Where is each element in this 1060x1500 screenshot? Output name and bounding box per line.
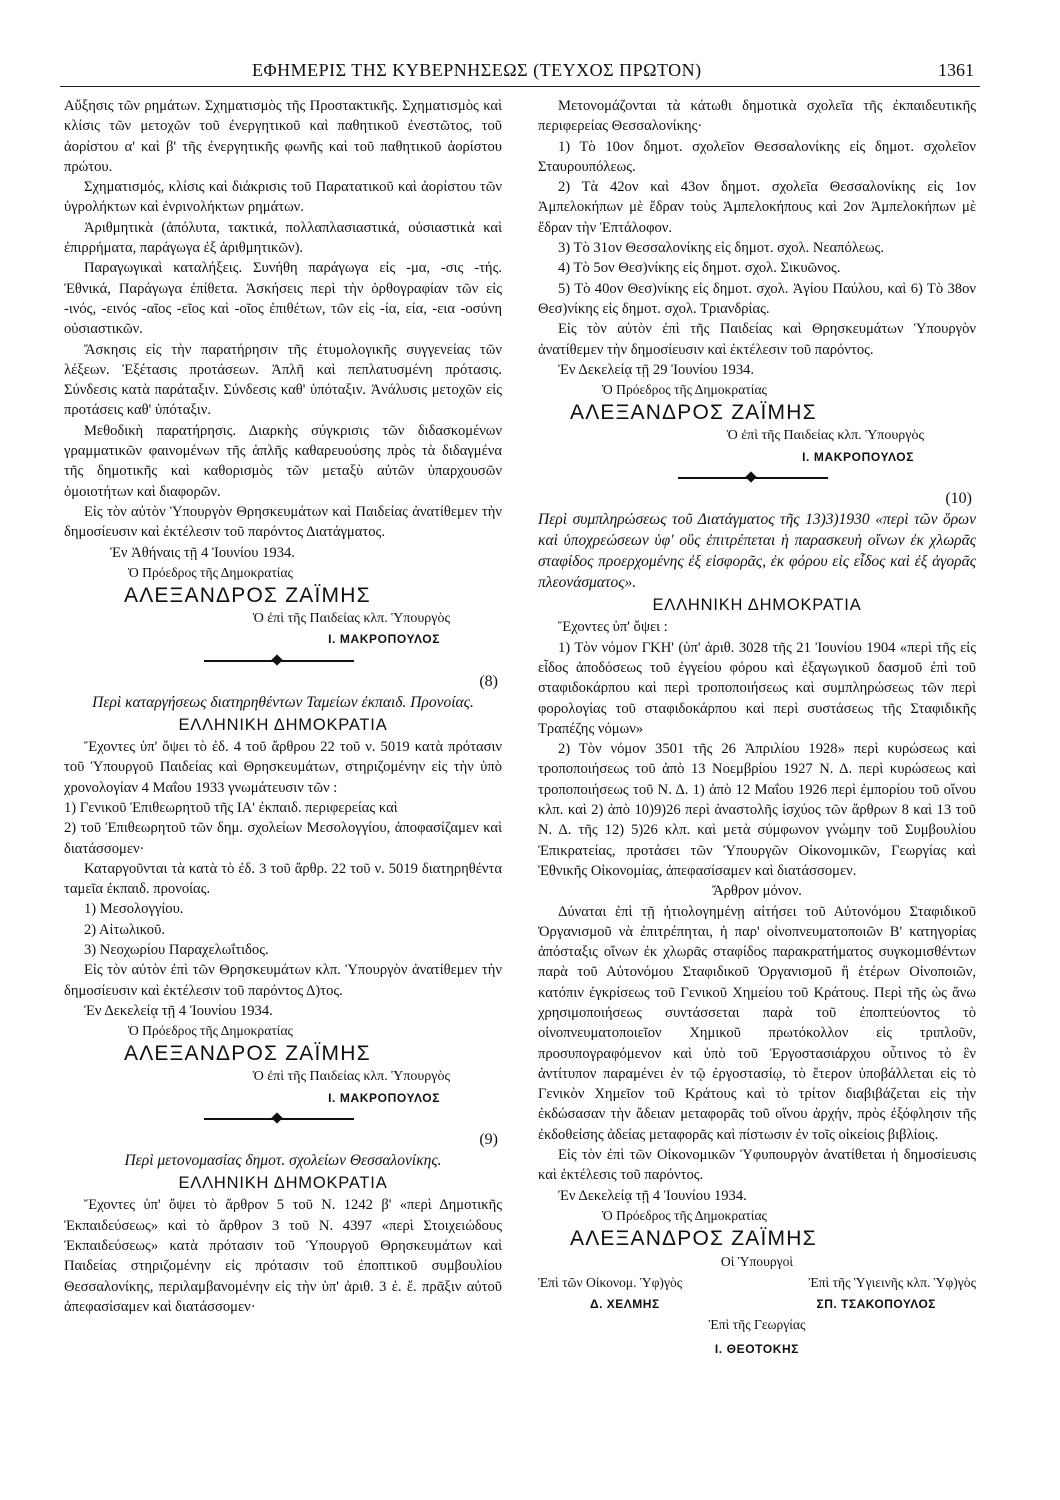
article-heading: Ἄρθρον μόνον. — [712, 883, 802, 900]
minister-role: Ὁ ἐπὶ τῆς Παιδείας κλπ. Ὑπουργὸς — [252, 1069, 450, 1085]
ministers-label: Οἱ Ὑπουργοὶ — [720, 1254, 794, 1270]
section-divider — [538, 467, 976, 489]
minister-name: ΣΠ. ΤΣΑΚΟΠΟΥΛΟΣ — [816, 1296, 936, 1311]
signing-date: Ἐν Δεκελείᾳ τῇ 4 Ἰουνίου 1934. — [558, 1187, 747, 1204]
minister-name: Δ. ΧΕΛΜΗΣ — [590, 1296, 660, 1311]
section-divider — [64, 1108, 502, 1130]
list-item: 1) Γενικοῦ Ἐπιθεωρητοῦ τῆς ΙΑ' ἐκπαιδ. περιφερείας καὶ — [64, 799, 398, 816]
minister-name: Ι. ΜΑΚΡΟΠΟΥΛΟΣ — [328, 632, 440, 647]
list-item: 2) τοῦ Ἐπιθεωρητοῦ τῶν δημ. σχολείων Μεσολογγίου, ἀποφασίζαμεν καὶ διατάσσομεν· — [64, 820, 502, 857]
minister-role: Ἐπὶ τῆς Ὑγιεινῆς κλπ. Ὑφ)γὸς — [808, 1274, 976, 1290]
paragraph: Παραγωγικαὶ καταλήξεις. Συνήθη παράγωγα εἰς -μα, -σις -τής. Ἐθνικά, Παράγωγα ἐπίθετα. Ἀσκήσεις περὶ τὴν ὀρθογραφίαν τῶν εἰς -ινός, -εινός -αῖος -εῖος καὶ -οῖος ἐπιθέτων, τῶν εἰς -ία, εία, -εια -οσύνη οὐσιαστικῶν. — [64, 260, 502, 338]
section-divider — [64, 650, 502, 672]
president-name: ΑΛΕΞΑΝΔΡΟΣ ΖΑΪΜΗΣ — [570, 401, 817, 425]
paragraph: Ἔχοντες ὑπ' ὄψει : — [558, 619, 668, 636]
president-name: ΑΛΕΞΑΝΔΡΟΣ ΖΑΪΜΗΣ — [124, 1042, 371, 1066]
list-item: 2) Αἰτωλικοῦ. — [84, 921, 165, 938]
paragraph: Ἔχοντες ὑπ' ὄψει τὸ ἄρθρον 5 τοῦ Ν. 1242 β' «περὶ Δημοτικῆς Ἐκπαιδεύσεως» καὶ τὸ ἄρθρον 3 τοῦ Ν. 4397 «περὶ Στοιχειώδους Ἐκπαιδεύσεως» κατὰ πρότασιν τοῦ Ὑπουργοῦ Θρησκευμάτων καὶ Παιδείας στηριζομένην εἰς πρότασιν τοῦ ἐποπτικοῦ συμβουλίου Θεσσαλονίκης, περιλαμβανομένην εἰς τὴν ὑπ' ἀριθ. 3 ἐ. ἔ. πρᾶξιν αὐτοῦ ἀπεφασίσαμεν καὶ διατάσσομεν· — [64, 1197, 502, 1315]
list-item: 4) Τὸ 5ον Θεσ)νίκης εἰς δημοτ. σχολ. Σικυῶνος. — [558, 260, 841, 277]
page-header — [60, 60, 980, 87]
decree-number: (9) — [479, 1131, 498, 1149]
minister-role: Ἐπὶ τῆς Γεωργίας — [708, 1316, 806, 1332]
paragraph: Σχηματισμός, κλίσις καὶ διάκρισις τοῦ Παρατατικοῦ καὶ ἀορίστου τῶν ὑγρολήκτων καὶ ἐνρινολήκτων ρημάτων. — [64, 179, 502, 216]
list-item: 5) Τὸ 40ον Θεσ)νίκης εἰς δημοτ. σχολ. Ἁγίου Παύλου, καὶ 6) Τὸ 38ον Θεσ)νίκης εἰς δημοτ. σχολ. Τριανδρίας. — [538, 280, 976, 317]
signing-date: Ἐν Ἀθήναις τῇ 4 Ἰουνίου 1934. — [110, 544, 295, 561]
paragraph: Μεθοδικὴ παρατήρησις. Διαρκὴς σύγκρισις τῶν διδασκομένων γραμματικῶν φαινομένων τῆς ἁπλῆς καθαρευούσης πρὸς τὰ διδαγμένα τῆς δημοτικῆς καὶ καθορισμὸς τῶν μεταξὺ αὐτῶν ὑπαρχουσῶν ὁμοιοτήτων καὶ διαφορῶν. — [64, 422, 502, 500]
paragraph: Ἄσκησις εἰς τὴν παρατήρησιν τῆς ἐτυμολογικῆς συγγενείας τῶν λέξεων. Ἐξέτασις προτάσεων. Ἁπλῆ καὶ πεπλατυσμένη πρότασις. Σύνδεσις κατὰ παράταξιν. Σύνδεσις καθ' ὑπόταξιν. Ἀνάλυσις μετοχῶν εἰς προτάσεις καθ' ὑπόταξιν. — [64, 341, 502, 419]
president-label: Ὁ Πρόεδρος τῆς Δημοκρατίας — [602, 1207, 767, 1223]
minister-role: Ἐπὶ τῶν Οἰκονομ. Ὑφ)γὸς — [538, 1274, 683, 1290]
paragraph: Μετονομάζονται τὰ κάτωθι δημοτικὰ σχολεῖα τῆς ἐκπαιδευτικῆς περιφερείας Θεσσαλονίκης· — [538, 98, 976, 135]
list-item: 3) Τὸ 31ον Θεσσαλονίκης εἰς δημοτ. σχολ. Νεαπόλεως. — [558, 240, 885, 257]
ministers-signatures — [538, 1273, 976, 1339]
paragraph: Εἰς τὸν αὐτὸν Ὑπουργὸν Θρησκευμάτων καὶ Παιδείας ἀνατίθεμεν τὴν δημοσίευσιν καὶ ἐκτέλεσιν τοῦ παρόντος Διατάγματος. — [64, 503, 502, 541]
president-name: ΑΛΕΞΑΝΔΡΟΣ ΖΑΪΜΗΣ — [124, 584, 371, 608]
decree-number: (8) — [479, 672, 498, 690]
signing-date: Ἐν Δεκελείᾳ τῇ 4 Ἰουνίου 1934. — [84, 1002, 273, 1019]
page-number: 1361 — [938, 60, 974, 80]
minister-name: Ι. ΘΕΟΤΟΚΗΣ — [714, 1341, 800, 1356]
signing-date: Ἐν Δεκελείᾳ τῇ 29 Ἰουνίου 1934. — [558, 361, 755, 378]
list-item: 3) Νεοχωρίου Παραχελωΐτιδος. — [84, 941, 269, 958]
paragraph: Εἰς τὸν αὐτὸν ἐπὶ τῆς Παιδείας καὶ Θρησκευμάτων Ὑπουργὸν ἀνατίθεμεν τὴν δημοσίευσιν καὶ ἐκτέλεσιν τοῦ παρόντος. — [538, 321, 976, 358]
minister-role: Ὁ ἐπὶ τῆς Παιδείας κλπ. Ὑπουργὸς — [726, 428, 924, 444]
gazette-title: ΕΦΗΜΕΡΙΣ ΤΗΣ ΚΥΒΕΡΝΗΣΕΩΣ (ΤΕΥΧΟΣ ΠΡΩΤΟΝ) — [252, 60, 702, 80]
list-item: 2) Τὰ 42ον καὶ 43ον δημοτ. σχολεῖα Θεσσαλονίκης εἰς 1ον Ἀμπελοκήπων μὲ ἕδραν τοὺς Ἀμπελοκήπους καὶ 2ον Ἀμπελοκήπων μὲ ἕδραν τὴν Ἑπτάλοφον. — [538, 179, 976, 236]
decree-subject: Περὶ καταργήσεως διατηρηθέντων Ταμείων ἐκπαιδ. Προνοίας. — [92, 694, 474, 712]
paragraph: Δύναται ἐπὶ τῇ ἠτιολογημένῃ αἰτήσει τοῦ Αὐτονόμου Σταφιδικοῦ Ὀργανισμοῦ νὰ ἐπιτρέπηται, ἡ παρ' οἰνοπνευματοποιῶν Β' κατηγορίας ἀπόσταξις οἴνων ἐκ χλωρᾶς σταφίδος παρακρατήματος συγκομισθέντων παρὰ τοῦ Αὐτονόμου Σταφιδικοῦ Ὀργανισμοῦ ἢ ἑτέρων Οἰνοποιῶν, κατόπιν ἐγκρίσεως τοῦ Γενικοῦ Χημείου τοῦ Κράτους. Περὶ τῆς ὡς ἄνω χρησιμοποιήσεως συντάσσεται παρὰ τοῦ ἐποπτεύοντος τὸ οἰνοπνευματοποιεῖον Χημικοῦ πρωτόκολλον εἰς τριπλοῦν, προσυπογραφόμενον καὶ ὑπὸ τοῦ Ἐργοστασιάρχου οὗτινος τὸ ἓν ἀντίτυπον παραμένει ἐν τῷ ἐργοστασίῳ, τὸ ἕτερον ὑποβάλλεται εἰς τὸ Γενικὸν Χημεῖον τοῦ Κράτους καὶ τὸ τρίτον διαβιβάζεται εἰς τὴν ἐκδώσασαν τὴν ἄδειαν μεταφορᾶς τοῦ οἴνου ἀρχήν, πρὸς ἐξόφλησιν τῆς ἐκδοθείσης ἀδείας μεταφορᾶς καὶ πίστωσιν ἐν τοῖς οἰκείοις βιβλίοις. — [538, 903, 976, 1143]
paragraph: Καταργοῦνται τὰ κατὰ τὸ ἐδ. 3 τοῦ ἄρθρ. 22 τοῦ ν. 5019 διατηρηθέντα ταμεῖα ἐκπαιδ. προνοίας. — [64, 860, 502, 898]
minister-role: Ὁ ἐπὶ τῆς Παιδείας κλπ. Ὑπουργὸς — [252, 611, 450, 627]
president-label: Ὁ Πρόεδρος τῆς Δημοκρατίας — [602, 382, 767, 398]
paragraph: Ἀριθμητικὰ (ἀπόλυτα, τακτικά, πολλαπλασιαστικά, οὐσιαστικὰ καὶ ἐπιρρήματα, παράγωγα ἐξ ἀριθμητικῶν). — [64, 219, 502, 257]
paragraph: Ἔχοντες ὑπ' ὄψει τὸ ἐδ. 4 τοῦ ἄρθρου 22 τοῦ ν. 5019 κατὰ πρότασιν τοῦ Ὑπουργοῦ Παιδείας καὶ Θρησκευμάτων, στηριζομένην εἰς τὴν ὑπὸ χρονολογίαν 4 Μαΐου 1933 γνωμάτευσιν τῶν : — [64, 739, 502, 796]
president-label: Ὁ Πρόεδρος τῆς Δημοκρατίας — [128, 564, 293, 580]
minister-name: Ι. ΜΑΚΡΟΠΟΥΛΟΣ — [802, 449, 914, 464]
president-label: Ὁ Πρόεδρος τῆς Δημοκρατίας — [128, 1023, 293, 1039]
decree-subject: Περὶ συμπληρώσεως τοῦ Διατάγματος τῆς 13)3)1930 «περὶ τῶν ὅρων καὶ ὑποχρεώσεων ὑφ' οὓς ἐπιτρέπεται ἡ παρασκευὴ οἴνων ἐκ χλωρᾶς σταφίδος προερχομένης ἐξ εἰσφορᾶς, ἐκ φόρου εἰς εἶδος καὶ ἐξ ἀγορᾶς πλεονάσματος». — [538, 511, 976, 592]
minister-name: Ι. ΜΑΚΡΟΠΟΥΛΟΣ — [328, 1090, 440, 1105]
paragraph: Αὔξησις τῶν ρημάτων. Σχηματισμὸς τῆς Προστακτικῆς. Σχηματισμὸς καὶ κλίσις τῶν μετοχῶν τοῦ ἐνεργητικοῦ καὶ παθητικοῦ ἐνεστῶτος, τοῦ ἀορίστου α' καὶ β' τῆς ἐνεργητικῆς φωνῆς καὶ τοῦ παθητικοῦ ἀορίστου πρώτου. — [64, 98, 502, 175]
list-item: 1) Τὸ 10ον δημοτ. σχολεῖον Θεσσαλονίκης εἰς δημοτ. σχολεῖον Σταυρουπόλεως. — [538, 138, 976, 175]
republic-heading: ΕΛΛΗΝΙΚΗ ΔΗΜΟΚΡΑΤΙΑ — [652, 596, 862, 615]
paragraph: Εἰς τὸν αὐτὸν ἐπὶ τῶν Θρησκευμάτων κλπ. Ὑπουργὸν ἀνατίθεμεν τὴν δημοσίευσιν καὶ ἐκτέλεσιν τοῦ παρόντος Δ)τος. — [64, 962, 502, 999]
republic-heading: ΕΛΛΗΝΙΚΗ ΔΗΜΟΚΡΑΤΙΑ — [178, 716, 388, 735]
right-column — [538, 96, 976, 1359]
republic-heading: ΕΛΛΗΝΙΚΗ ΔΗΜΟΚΡΑΤΙΑ — [178, 1174, 388, 1193]
list-item: 1) Μεσολογγίου. — [84, 901, 184, 918]
decree-number: (10) — [945, 490, 972, 508]
president-name: ΑΛΕΞΑΝΔΡΟΣ ΖΑΪΜΗΣ — [570, 1227, 817, 1251]
left-column — [64, 96, 502, 1317]
list-item: 2) Τὸν νόμον 3501 τῆς 26 Ἀπριλίου 1928» περὶ κυρώσεως καὶ τροποποιήσεως τοῦ ἀπὸ 13 Νοεμβρίου 1927 Ν. Δ. περὶ κυρώσεως καὶ τροποποιήσεως τοῦ Ν. Δ. 1) ἀπὸ 12 Μαΐου 1926 περὶ ἐμπορίου τοῦ οἴνου κλπ. καὶ 2) ἀπὸ 10)9)26 περὶ ἀναστολῆς ἰσχύος τῶν ἄρθρων 8 καὶ 13 τοῦ Ν. Δ. τῆς 12) 5)26 κλπ. καὶ μετὰ σύμφωνον γνώμην τοῦ Συμβουλίου Ἐπικρατείας, προτάσει τῶν Ὑπουργῶν Οἰκονομικῶν, Γεωργίας καὶ Ἐθνικῆς Οἰκονομίας, ἀπεφασίσαμεν καὶ διατάσσομεν. — [538, 741, 976, 879]
paragraph: Εἰς τὸν ἐπὶ τῶν Οἰκονομικῶν Ὑφυπουργὸν ἀνατίθεται ἡ δημοσίευσις καὶ ἐκτέλεσις τοῦ παρόντος. — [538, 1147, 976, 1184]
decree-subject: Περὶ μετονομασίας δημοτ. σχολείων Θεσσαλονίκης. — [124, 1152, 442, 1170]
list-item: 1) Τὸν νόμον ΓΚΗ' (ὑπ' ἀριθ. 3028 τῆς 21 Ἰουνίου 1904 «περὶ τῆς εἰς εἶδος ἀποδόσεως τοῦ ἐγγείου φόρου καὶ ἐξαγωγικοῦ δασμοῦ ἐπὶ τοῦ σταφιδοκάρπου καὶ περὶ τροποποιήσεως καὶ συμπληρώσεως τῶν περὶ φορολογίας τοῦ σταφιδοκάρπου καὶ περὶ συστάσεως τῆς Σταφιδικῆς Τραπέζης νόμων» — [538, 639, 976, 737]
